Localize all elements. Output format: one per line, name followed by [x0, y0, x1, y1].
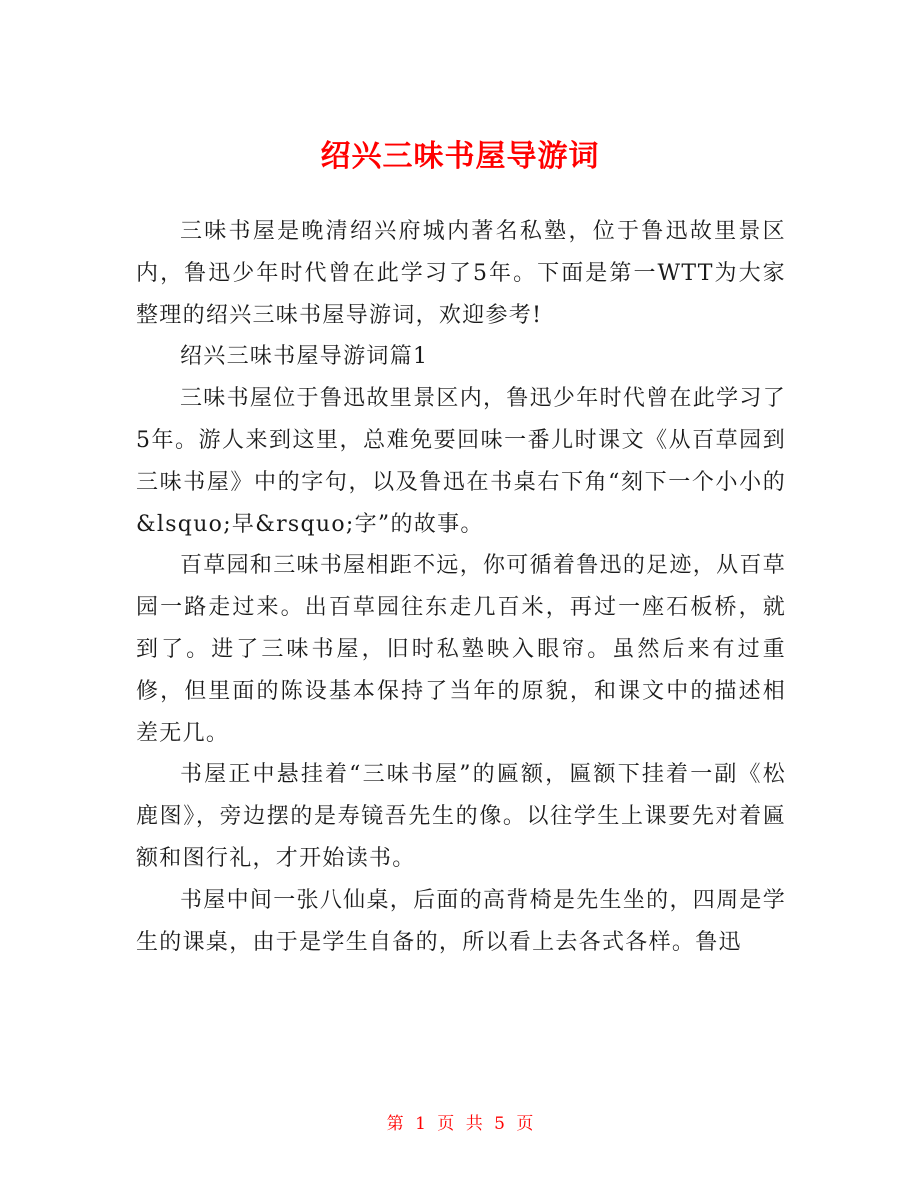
page-number-footer: 第 1 页 共 5 页 — [386, 1114, 534, 1134]
body-paragraph: 书屋中间一张八仙桌，后面的高背椅是先生坐的，四周是学生的课桌，由于是学生自备的，所以看上去各式各样。鲁迅 — [136, 887, 786, 955]
document-body — [136, 211, 786, 963]
body-paragraph: 百草园和三味书屋相距不远，你可循着鲁迅的足迹，从百草园一路走过来。出百草园往东走几百米，再过一座石板桥，就到了。进了三味书屋，旧时私塾映入眼帘。虽然后来有过重修，但里面的陈设基本保持了当年的原貌，和课文中的描述相差无几。 — [136, 553, 786, 746]
document-title: 绍兴三味书屋导游词 — [320, 139, 600, 175]
intro-paragraph: 三味书屋是晚清绍兴府城内著名私塾，位于鲁迅故里景区内，鲁迅少年时代曾在此学习了5年。下面是第一WTT为大家整理的绍兴三味书屋导游词，欢迎参考! — [136, 219, 786, 328]
body-paragraph: 书屋正中悬挂着“三味书屋”的匾额，匾额下挂着一副《松鹿图》，旁边摆的是寿镜吾先生的像。以往学生上课要先对着匾额和图行礼，才开始读书。 — [136, 762, 786, 871]
body-paragraph: 三味书屋位于鲁迅故里景区内，鲁迅少年时代曾在此学习了5年。游人来到这里，总难免要回味一番儿时课文《从百草园到三味书屋》中的字句，以及鲁迅在书桌右下角“刻下一个小小的&lsquo;早&rsquo;字”的故事。 — [136, 386, 786, 537]
section-heading: 绍兴三味书屋导游词篇1 — [180, 344, 429, 370]
